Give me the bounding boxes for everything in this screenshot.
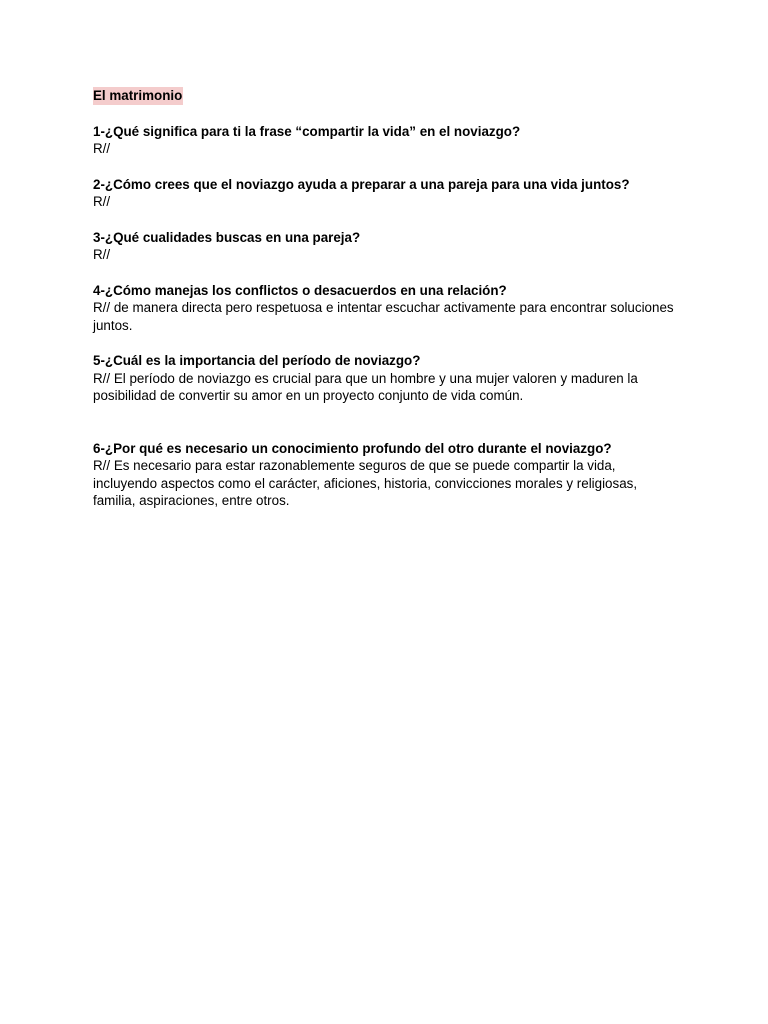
question-6: 6-¿Por qué es necesario un conocimiento profundo del otro durante el noviazgo? — [93, 440, 612, 456]
question-block-5 — [93, 352, 683, 405]
question-block-2 — [93, 176, 683, 211]
answer-1: R// — [93, 141, 111, 156]
question-block-3 — [93, 229, 683, 264]
answer-6: R// Es necesario para estar razonablemente seguros de que se puede compartir la vida, incluyendo aspectos como el carácter, aficiones, historia, convicciones morales y religiosas, familia, aspiraciones, entre otros. — [93, 458, 638, 508]
answer-2: R// — [93, 194, 111, 209]
document-content — [93, 87, 683, 510]
question-block-1 — [93, 123, 683, 158]
answer-4: R// de manera directa pero respetuosa e intentar escuchar activamente para encontrar soluciones juntos. — [93, 300, 674, 333]
question-1: 1-¿Qué significa para ti la frase “compartir la vida” en el noviazgo? — [93, 123, 521, 139]
question-block-4 — [93, 282, 683, 335]
document-title: El matrimonio — [93, 88, 183, 103]
question-3: 3-¿Qué cualidades buscas en una pareja? — [93, 229, 361, 245]
answer-5: R// El período de noviazgo es crucial para que un hombre y una mujer valoren y maduren la posibilidad de convertir su amor en un proyecto conjunto de vida común. — [93, 370, 638, 403]
question-5: 5-¿Cuál es la importancia del período de noviazgo? — [93, 353, 421, 368]
question-4: 4-¿Cómo manejas los conflictos o desacuerdos en una relación? — [93, 282, 507, 298]
answer-3: R// — [93, 247, 111, 262]
question-block-6 — [93, 440, 683, 510]
question-2: 2-¿Cómo crees que el noviazgo ayuda a preparar a una pareja para una vida juntos? — [93, 176, 630, 192]
